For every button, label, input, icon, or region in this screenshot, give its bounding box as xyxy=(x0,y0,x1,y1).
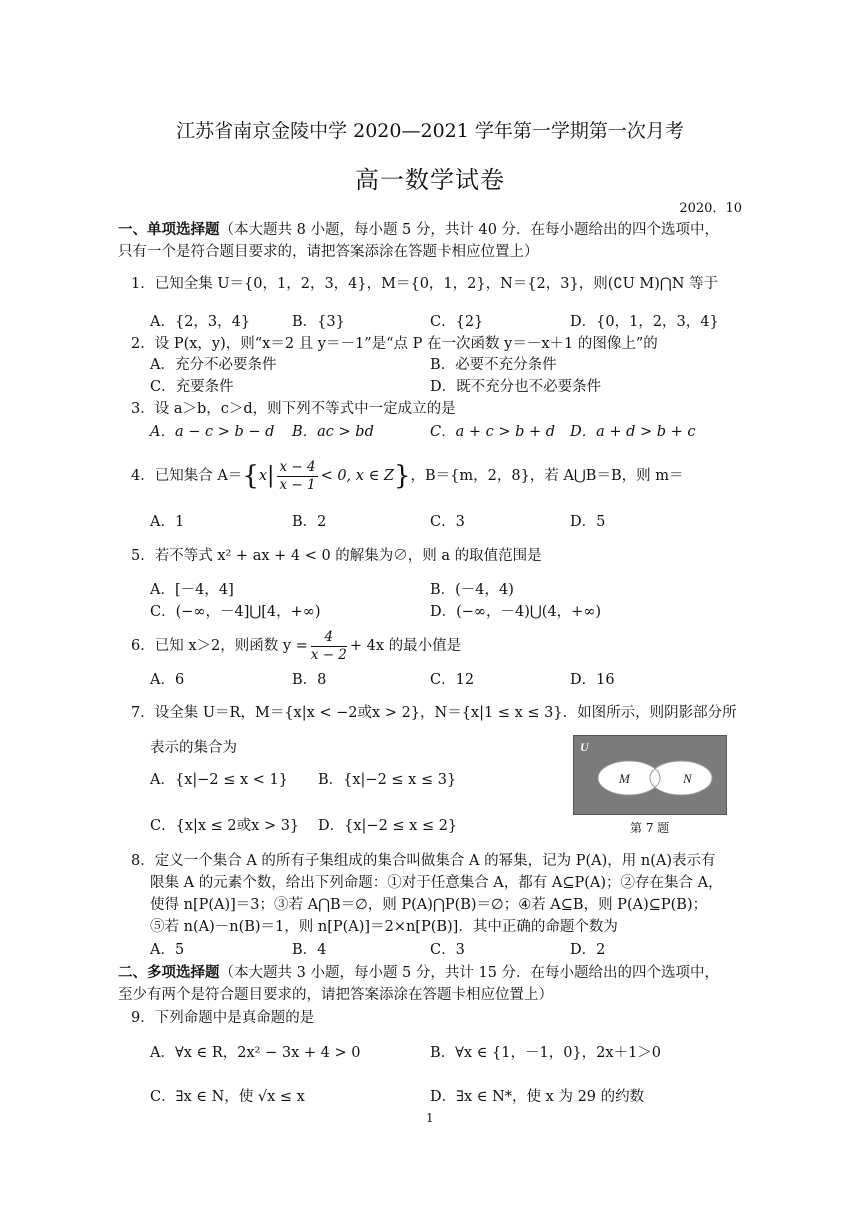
exam-subtitle: 高一数学试卷 xyxy=(355,166,505,194)
q9-option-a: A．∀x ∈ R，2x² − 3x + 4 > 0 xyxy=(150,1045,361,1061)
q6-denominator: x − 2 xyxy=(310,646,347,663)
q7-option-a: A．{x|−2 ≤ x < 1} xyxy=(150,772,288,788)
question-2-stem: 2．设 P(x，y)，则“x＝2 且 y＝－1”是“点 P 在一次函数 y＝－x＋1 的图像上”的 xyxy=(131,336,658,352)
q3-option-c: C．a + c > b + d xyxy=(430,424,556,440)
question-9-stem: 9．下列命题中是真命题的是 xyxy=(131,1010,315,1026)
exam-title: 江苏省南京金陵中学 2020—2021 学年第一学期第一次月考 xyxy=(176,120,684,142)
question-4-stem xyxy=(131,456,683,496)
q7-option-c: C．{x|x ≤ 2或x > 3} xyxy=(150,818,300,834)
q8-option-d: D．2 xyxy=(570,942,606,958)
question-8-line4: ⑤若 n(A)－n(B)＝1，则 n[P(A)]＝2×n[P(B)]．其中正确的命题个数为 xyxy=(150,919,618,935)
q4-brace-right: } xyxy=(393,461,411,491)
section2-header xyxy=(118,963,719,983)
section1-header xyxy=(118,220,719,240)
question-6-stem xyxy=(131,626,461,666)
q6-option-c: C．12 xyxy=(430,672,475,688)
question-3-stem: 3．设 a＞b，c＞d，则下列不等式中一定成立的是 xyxy=(131,401,456,417)
page-number: 1 xyxy=(426,1111,434,1125)
q8-option-b: B．4 xyxy=(292,942,327,958)
q4-numerator: x − 4 xyxy=(279,458,316,475)
q5-option-d: D．(−∞，－4)⋃(4，+∞) xyxy=(430,604,602,620)
q6-option-a: A．6 xyxy=(150,672,185,688)
question-8-line2: 限集 A 的元素个数，给出下列命题：①对于任意集合 A，都有 A⊆P(A)；②存在集合 A， xyxy=(150,875,723,891)
q4-denominator: x − 1 xyxy=(279,476,316,493)
q4-option-a: A．1 xyxy=(150,514,185,530)
q4-set-var: x xyxy=(258,468,268,484)
question-5-stem: 5．若不等式 x² + ax + 4 < 0 的解集为∅，则 a 的取值范围是 xyxy=(131,548,542,564)
question-8-line3: 使得 n[P(A)]＝3；③若 A⋂B＝∅，则 P(A)⋂P(B)＝∅；④若 A⊆B，则 P(A)⊆P(B)； xyxy=(150,897,708,913)
q9-option-b: B．∀x ∈ {1，－1，0}，2x＋1＞0 xyxy=(430,1045,662,1061)
q8-option-c: C．3 xyxy=(430,942,465,958)
section2-desc: （本大题共 3 小题，每小题 5 分，共计 15 分．在每小题给出的四个选项中， xyxy=(219,965,720,981)
q7-option-b: B．{x|−2 ≤ x ≤ 3} xyxy=(318,772,457,788)
q4-bar: | xyxy=(267,463,275,488)
venn-label-m: M xyxy=(619,771,630,786)
section2-desc-line2: 至少有两个是符合题目要求的，请把答案添涂在答题卡相应位置上） xyxy=(118,987,553,1003)
q4-option-d: D．5 xyxy=(570,514,606,530)
question-1-stem: 1．已知全集 U＝{0，1，2，3，4}，M＝{0，1，2}，N＝{2，3}，则(∁U M)⋂N 等于 xyxy=(131,276,719,292)
venn-label-n: N xyxy=(683,771,692,786)
q2-option-c: C．充要条件 xyxy=(150,379,234,395)
q4-condition: < 0, x ∈ Z xyxy=(320,468,394,484)
q8-option-a: A．5 xyxy=(150,942,185,958)
q6-suffix: + 4x 的最小值是 xyxy=(349,638,462,654)
q6-option-d: D．16 xyxy=(570,672,615,688)
q3-option-d: D．a + d > b + c xyxy=(570,424,696,440)
q2-option-d: D．既不充分也不必要条件 xyxy=(430,379,602,395)
q1-option-b: B．{3} xyxy=(292,314,345,330)
q4-option-b: B．2 xyxy=(292,514,327,530)
venn-label-u: U xyxy=(580,740,589,754)
q6-fraction xyxy=(311,629,347,664)
q1-option-a: A．{2，3，4} xyxy=(150,314,251,330)
q4-brace-left: { xyxy=(242,461,259,491)
venn-caption: 第 7 题 xyxy=(630,821,670,835)
q6-option-b: B．8 xyxy=(292,672,327,688)
q2-option-a: A．充分不必要条件 xyxy=(150,357,277,373)
venn-diagram xyxy=(573,735,727,815)
venn-set-n xyxy=(650,761,712,795)
q4-suffix: ，B＝{m，2，8}，若 A⋃B＝B，则 m＝ xyxy=(410,468,684,484)
q1-option-c: C．{2} xyxy=(430,314,484,330)
q9-option-d: D．∃x ∈ N*，使 x 为 29 的约数 xyxy=(430,1089,645,1105)
q4-option-c: C．3 xyxy=(430,514,465,530)
exam-date: 2020．10 xyxy=(679,201,742,216)
section1-desc-line2: 只有一个是符合题目要求的，请把答案添涂在答题卡相应位置上） xyxy=(118,244,539,260)
section1-heading: 一、单项选择题 xyxy=(118,221,220,238)
venn-svg xyxy=(574,736,726,814)
question-8-line1: 8．定义一个集合 A 的所有子集组成的集合叫做集合 A 的幂集，记为 P(A)，用 n(A)表示有 xyxy=(131,853,716,869)
q7-option-d: D．{x|−2 ≤ x ≤ 2} xyxy=(318,818,458,834)
q1-option-d: D．{0，1，2，3，4} xyxy=(570,314,719,330)
q3-option-a: A．a − c > b − d xyxy=(150,424,275,440)
q5-option-c: C．(−∞，－4]⋃[4，+∞) xyxy=(150,604,321,620)
q6-prefix: 6．已知 x＞2，则函数 y = xyxy=(131,638,308,654)
section1-desc: （本大题共 8 小题，每小题 5 分，共计 40 分．在每小题给出的四个选项中， xyxy=(219,222,720,238)
question-7-stem-line2: 表示的集合为 xyxy=(150,740,237,756)
q2-option-b: B．必要不充分条件 xyxy=(430,357,557,373)
q6-numerator: 4 xyxy=(311,629,347,647)
q4-prefix: 4．已知集合 A＝ xyxy=(131,468,243,484)
q5-option-a: A．[－4，4] xyxy=(150,582,234,598)
section2-heading: 二、多项选择题 xyxy=(118,964,220,981)
question-7-stem: 7．设全集 U＝R，M＝{x|x < −2或x > 2}，N＝{x|1 ≤ x ≤ 3}．如图所示，则阴影部分所 xyxy=(131,705,737,721)
q4-fraction xyxy=(277,459,317,494)
q9-option-c: C．∃x ∈ N，使 √x ≤ x xyxy=(150,1089,305,1105)
q5-option-b: B．(－4，4) xyxy=(430,582,514,598)
q3-option-b: B．ac > bd xyxy=(292,424,374,440)
